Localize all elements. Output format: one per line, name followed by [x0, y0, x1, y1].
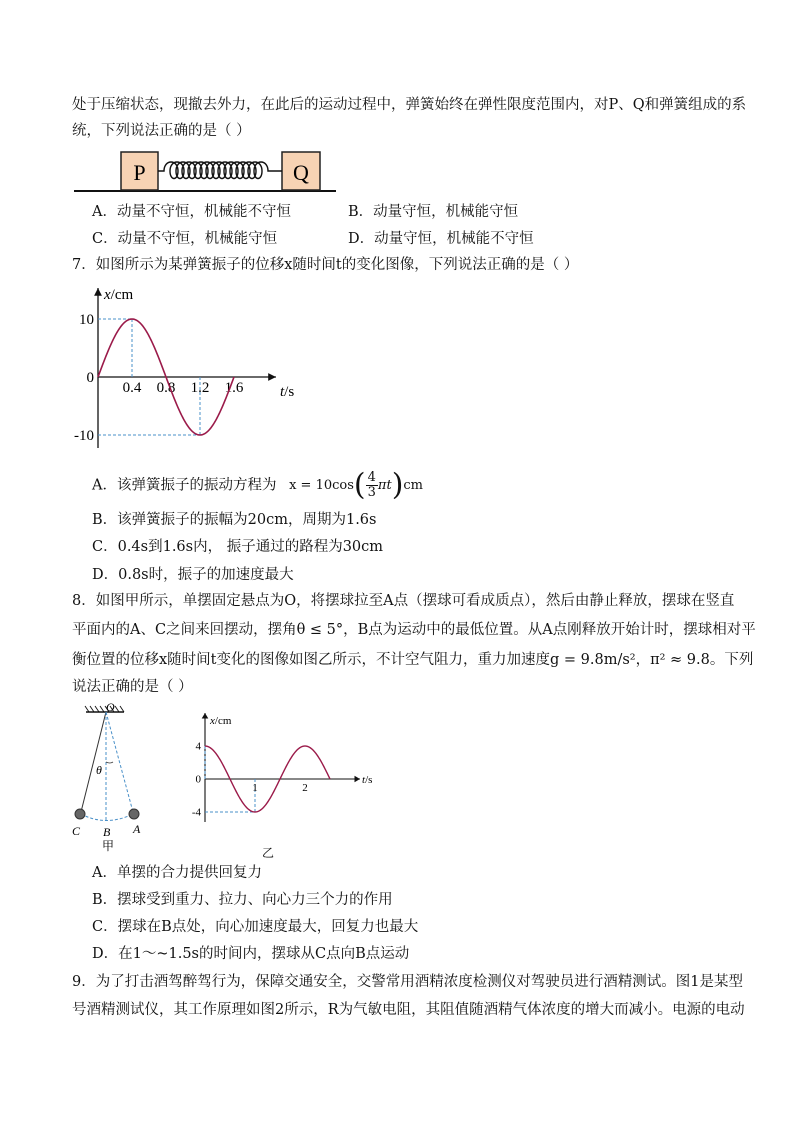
- x-tick-label-1: 2: [302, 782, 308, 794]
- formula-denominator: 3: [367, 485, 376, 500]
- q6-option-a: A．动量不守恒，机械能不守恒: [92, 204, 291, 220]
- caption-yi: 乙: [262, 846, 275, 860]
- q8-stem-line-1: 8．如图甲所示，单摆固定悬点为O，将摆球拉至A点（摆球可看成质点），然后由静止释放，摆球在竖直: [72, 593, 735, 609]
- q8-stem-line-2: 平面内的A、C之间来回摆动，摆角θ ≤ 5°，B点为运动中的最低位置。从A点刚释放开始计时，摆球相对平: [72, 622, 756, 638]
- formula-numerator: 4: [367, 470, 376, 485]
- q7-option-d: D．0.8s时，振子的加速度最大: [92, 567, 294, 583]
- q8-stem-line-4: 说法正确的是（ ）: [72, 679, 193, 695]
- spring: [158, 162, 282, 179]
- x-tick-label-0: 1: [252, 782, 258, 794]
- block-q-label: Q: [293, 160, 309, 185]
- q6-option-c: C．动量不守恒，机械能守恒: [92, 231, 278, 247]
- q8-option-a: A．单摆的合力提供回复力: [92, 865, 262, 881]
- q8-option-d: D．在1～~1.5s的时间内，摆球从C点向B点运动: [92, 946, 410, 962]
- y-tick-label-2: -10: [74, 428, 94, 444]
- q7-stem: 7．如图所示为某弹簧振子的位移x随时间t的变化图像，下列说法正确的是（ ）: [72, 257, 579, 273]
- x-tick-label-3: 1.6: [224, 380, 244, 396]
- q7-option-c: C．0.4s到1.6s内， 振子通过的路程为30cm: [92, 539, 384, 555]
- x-axis-label: t/s: [280, 384, 295, 400]
- point-label-b: B: [103, 825, 111, 839]
- point-label-a: A: [133, 822, 141, 836]
- spring-blocks-figure: [72, 150, 340, 196]
- y-tick-label-2: -4: [191, 806, 201, 819]
- formula-unit: cm: [403, 478, 424, 493]
- q6-stem-line-1: 处于压缩状态，现撤去外力，在此后的运动过程中，弹簧始终在弹性限度范围内，对P、Q和弹簧组成的系: [72, 97, 747, 113]
- y-tick-label-0: 4: [195, 740, 201, 753]
- y-tick-label-0: 10: [79, 312, 94, 328]
- x-tick-label-0: 0.4: [122, 380, 142, 396]
- q7-displacement-chart: [72, 283, 332, 453]
- q7-option-a-text: A．该弹簧振子的振动方程为: [92, 477, 277, 494]
- block-p-label: P: [133, 160, 146, 185]
- q8-displacement-chart: [185, 710, 375, 825]
- q8-option-b: B．摆球受到重力、拉力、向心力三个力的作用: [92, 892, 393, 908]
- pendulum-figure: [66, 702, 166, 852]
- pendulum-string: [81, 712, 106, 812]
- q8-option-c: C．摆球在B点处，向心加速度最大，回复力也最大: [92, 919, 419, 935]
- x-axis-label: t/s: [362, 774, 373, 786]
- formula-tail: πt: [377, 478, 392, 493]
- angle-label-theta: θ: [96, 763, 102, 777]
- q9-stem-line-2: 号酒精测试仪，其工作原理如图2所示，R为气敏电阻，其阻值随酒精气体浓度的增大而减小。电源的电动: [72, 1002, 745, 1018]
- q9-stem-line-1: 9．为了打击酒驾醉驾行为，保障交通安全，交警常用酒精浓度检测仪对驾驶员进行酒精测试。图1是某型: [72, 974, 743, 990]
- ball-c: [75, 809, 85, 819]
- y-tick-label-1: 0: [86, 370, 94, 386]
- y-axis-label: x/cm: [104, 287, 134, 303]
- ball-a: [129, 809, 139, 819]
- y-tick-label-1: 0: [195, 773, 201, 786]
- q6-option-b: B．动量守恒，机械能守恒: [348, 204, 519, 220]
- q7-option-b: B．该弹簧振子的振幅为20cm，周期为1.6s: [92, 512, 377, 528]
- point-label-c: C: [72, 824, 81, 838]
- x-tick-label-1: 0.8: [156, 380, 176, 396]
- formula-lhs: x = 10cos: [289, 478, 354, 493]
- q6-stem-line-2: 统，下列说法正确的是（ ）: [72, 123, 251, 139]
- q7-option-a: [92, 467, 424, 503]
- q8-stem-line-3: 衡位置的位移x随时间t变化的图像如图乙所示，不计空气阻力，重力加速度g = 9.8m/s²，π² ≈ 9.8。下列: [72, 652, 754, 668]
- x-tick-label-2: 1.2: [190, 380, 210, 396]
- q6-option-d: D．动量守恒，机械能不守恒: [348, 231, 534, 247]
- q7-option-a-formula: x = 10cos( $\frac{4}{3}$ πt)cm: [289, 467, 424, 503]
- y-axis-label: x/cm: [210, 715, 232, 727]
- pivot-label-o: O: [106, 702, 115, 714]
- caption-jia: 甲: [102, 839, 115, 852]
